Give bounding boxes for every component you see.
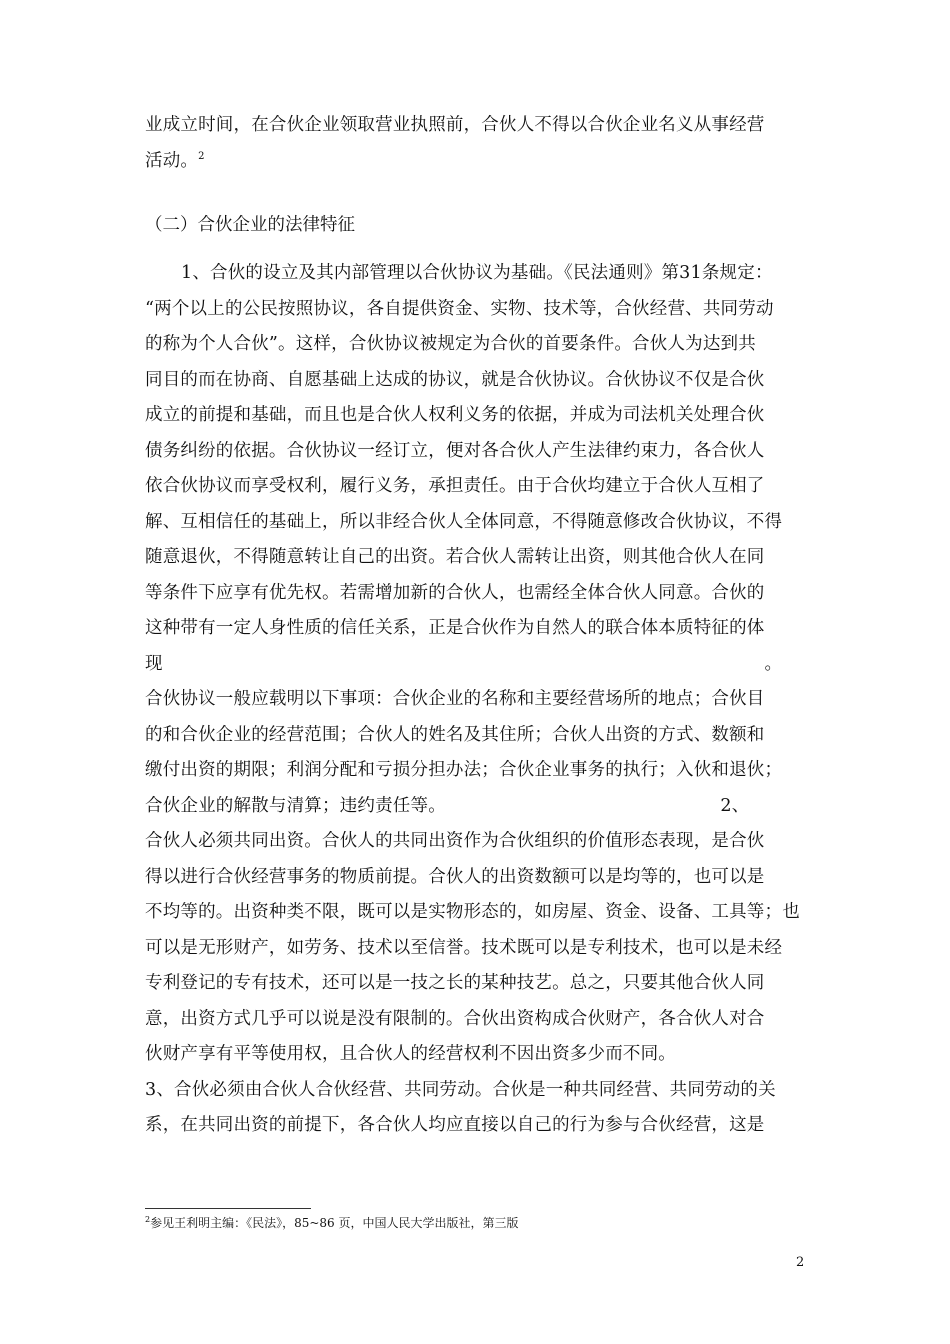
text-line: 得以进行合伙经营事务的物质前提。合伙人的出资数额可以是均等的，也可以是 [145,866,765,887]
footnote-marker: 2 [145,1215,151,1224]
text-line: 缴付出资的期限；利润分配和亏损分担办法；合伙企业事务的执行；入伙和退伙； [145,760,783,780]
text-line: 的和合伙企业的经营范围；合伙人的姓名及其住所；合伙人出资的方式、数额和 [145,724,765,745]
footnote-separator [145,1208,311,1209]
text-line: “两个以上的公民按照协议，各自提供资金、实物、技术等，合伙经营、共同劳动 [145,298,774,319]
text-line: 解、互相信任的基础上，所以非经合伙人全体同意，不得随意修改合伙协议，不得 [145,511,783,532]
text-line: 随意退伙，不得随意转让自己的出资。若合伙人需转让出资，则其他合伙人在同 [145,547,765,567]
intro-line-1: 业成立时间，在合伙企业领取营业执照前，合伙人不得以合伙企业名义从事经营 [145,115,765,135]
text-line: 意，出资方式几乎可以说是没有限制的。合伙出资构成合伙财产，各合伙人对合 [145,1008,765,1029]
footnote-reference[interactable]: 2 [198,150,205,162]
text-line: 伙财产享有平等使用权，且合伙人的经营权利不因出资多少而不同。 [145,1044,676,1064]
text-line: 1、合伙的设立及其内部管理以合伙协议为基础。《民法通则》第31条规定： [181,263,773,283]
text-line: 合伙协议一般应载明以下事项：合伙企业的名称和主要经营场所的地点；合伙目 [145,689,765,709]
text-line: 专利登记的专有技术，还可以是一技之长的某种技艺。总之，只要其他合伙人同 [145,973,765,993]
body-paragraphs [145,256,807,1144]
page-number: 2 [796,1255,805,1270]
section-heading: （二）合伙企业的法律特征 [145,215,355,235]
text-line: 3、合伙必须由合伙人合伙经营、共同劳动。合伙是一种共同经营、共同劳动的关 [145,1079,776,1100]
footnote-text: 参见王利明主编：《民法》，85~86 页，中国人民大学出版社，第三版 [150,1216,519,1230]
text-line: 依合伙协议而享受权利，履行义务，承担责任。由于合伙均建立于合伙人互相了 [145,476,765,496]
text-line: 合伙企业的解散与清算；违约责任等。 2、 [145,795,750,816]
text-line: 的称为个人合伙”。这样，合伙协议被规定为合伙的首要条件。合伙人为达到共 [145,334,756,354]
text-line: 现 。 [145,653,783,674]
text-line: 可以是无形财产，如劳务、技术以至信誉。技术既可以是专利技术，也可以是未经 [145,937,783,958]
intro-line-2 [145,144,807,180]
text-line: 不均等的。出资种类不限，既可以是实物形态的，如房屋、资金、设备、工具等；也 [145,902,800,922]
text-line: 这种带有一定人身性质的信任关系，正是合伙作为自然人的联合体本质特征的体 [145,618,765,638]
intro-line-2-text: 活动。 [145,150,199,171]
text-line: 债务纠纷的依据。合伙协议一经订立，便对各合伙人产生法律约束力，各合伙人 [145,440,765,461]
intro-paragraph [145,108,807,179]
text-line: 成立的前提和基础，而且也是合伙人权利义务的依据，并成为司法机关处理合伙 [145,405,765,425]
text-line: 同目的而在协商、自愿基础上达成的协议，就是合伙协议。合伙协议不仅是合伙 [145,369,765,390]
footnote [145,1214,519,1232]
text-line: 系，在共同出资的前提下，各合伙人均应直接以自己的行为参与合伙经营，这是 [145,1115,765,1135]
text-line: 合伙人必须共同出资。合伙人的共同出资作为合伙组织的价值形态表现，是合伙 [145,831,765,851]
text-line: 等条件下应享有优先权。若需增加新的合伙人，也需经全体合伙人同意。合伙的 [145,582,765,603]
